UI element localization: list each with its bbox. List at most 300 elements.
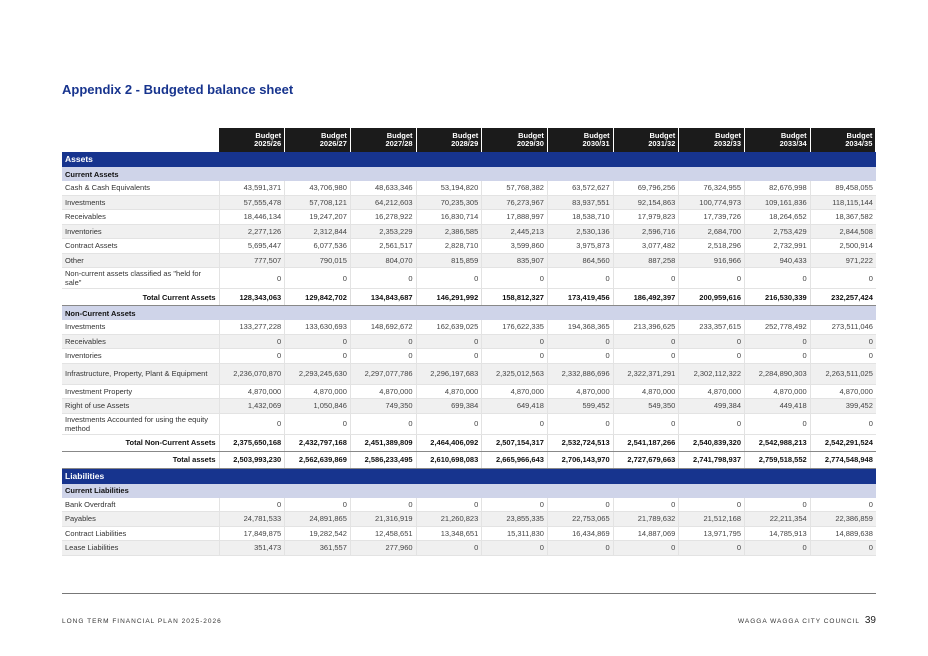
value-cell: 0 <box>219 334 285 349</box>
total-value-cell: 128,343,063 <box>219 289 285 306</box>
table-row <box>62 210 876 225</box>
value-cell: 790,015 <box>285 253 351 268</box>
column-header-year: 2027/28 <box>385 139 413 148</box>
row-label: Lease Liabilities <box>62 541 219 556</box>
value-cell: 0 <box>482 498 548 512</box>
value-cell: 2,518,296 <box>679 239 745 254</box>
total-label: Total Non-Current Assets <box>62 434 219 451</box>
value-cell: 0 <box>745 349 811 364</box>
value-cell: 15,311,830 <box>482 526 548 541</box>
value-cell: 0 <box>482 334 548 349</box>
value-cell: 4,870,000 <box>745 384 811 399</box>
row-label: Contract Assets <box>62 239 219 254</box>
value-cell: 2,296,197,683 <box>416 363 482 384</box>
value-cell: 118,115,144 <box>810 195 876 210</box>
value-cell: 2,353,229 <box>350 224 416 239</box>
value-cell: 0 <box>810 498 876 512</box>
row-label: Contract Liabilities <box>62 526 219 541</box>
value-cell: 2,844,508 <box>810 224 876 239</box>
value-cell: 24,891,865 <box>285 512 351 527</box>
section-header-row <box>62 152 876 167</box>
total-value-cell: 2,507,154,317 <box>482 434 548 451</box>
value-cell: 22,753,065 <box>547 512 613 527</box>
value-cell: 940,433 <box>745 253 811 268</box>
value-cell: 18,367,582 <box>810 210 876 225</box>
value-cell: 815,859 <box>416 253 482 268</box>
column-header <box>679 128 745 152</box>
column-header <box>810 128 876 152</box>
value-cell: 0 <box>810 541 876 556</box>
column-header <box>745 128 811 152</box>
table-row <box>62 512 876 527</box>
total-value-cell: 2,759,518,552 <box>745 451 811 468</box>
table-row <box>62 320 876 334</box>
column-header-year: 2033/34 <box>779 139 807 148</box>
value-cell: 2,684,700 <box>679 224 745 239</box>
value-cell: 162,639,025 <box>416 320 482 334</box>
column-header <box>613 128 679 152</box>
value-cell: 361,557 <box>285 541 351 556</box>
total-value-cell: 129,842,702 <box>285 289 351 306</box>
value-cell: 0 <box>613 334 679 349</box>
value-cell: 57,708,121 <box>285 195 351 210</box>
value-cell: 0 <box>285 334 351 349</box>
value-cell: 0 <box>810 334 876 349</box>
value-cell: 82,676,998 <box>745 181 811 195</box>
value-cell: 699,384 <box>416 399 482 414</box>
column-header-label: Budget <box>780 130 807 140</box>
value-cell: 0 <box>547 334 613 349</box>
column-header-year: 2025/26 <box>254 139 282 148</box>
page-title: Appendix 2 - Budgeted balance sheet <box>62 82 294 97</box>
value-cell: 23,855,335 <box>482 512 548 527</box>
value-cell: 21,316,919 <box>350 512 416 527</box>
value-cell: 57,555,478 <box>219 195 285 210</box>
value-cell: 4,870,000 <box>679 384 745 399</box>
value-cell: 0 <box>547 413 613 434</box>
value-cell: 2,596,716 <box>613 224 679 239</box>
row-label: Inventories <box>62 349 219 364</box>
table-row <box>62 253 876 268</box>
subsection-label: Current Assets <box>62 167 876 181</box>
value-cell: 0 <box>285 268 351 289</box>
column-header <box>547 128 613 152</box>
subsection-header-row <box>62 484 876 498</box>
section-label: Assets <box>62 152 876 167</box>
value-cell: 2,322,371,291 <box>613 363 679 384</box>
table-row <box>62 363 876 384</box>
row-label: Investments <box>62 320 219 334</box>
value-cell: 4,870,000 <box>547 384 613 399</box>
header-blank-cell <box>62 128 219 152</box>
value-cell: 0 <box>416 498 482 512</box>
value-cell: 864,560 <box>547 253 613 268</box>
value-cell: 0 <box>285 413 351 434</box>
value-cell: 0 <box>679 349 745 364</box>
value-cell: 777,507 <box>219 253 285 268</box>
row-label: Payables <box>62 512 219 527</box>
table-row <box>62 334 876 349</box>
value-cell: 5,695,447 <box>219 239 285 254</box>
value-cell: 133,277,228 <box>219 320 285 334</box>
value-cell: 0 <box>745 334 811 349</box>
value-cell: 213,396,625 <box>613 320 679 334</box>
total-row <box>62 289 876 306</box>
column-header-year: 2029/30 <box>516 139 544 148</box>
total-value-cell: 2,464,406,092 <box>416 434 482 451</box>
balance-sheet-table <box>62 128 876 556</box>
value-cell: 0 <box>547 541 613 556</box>
value-cell: 0 <box>416 541 482 556</box>
table-row <box>62 526 876 541</box>
column-header <box>350 128 416 152</box>
value-cell: 749,350 <box>350 399 416 414</box>
table-row <box>62 224 876 239</box>
total-label: Total assets <box>62 451 219 468</box>
column-header-label: Budget <box>583 130 610 140</box>
value-cell: 17,979,823 <box>613 210 679 225</box>
column-header-label: Budget <box>518 130 544 140</box>
column-header-year: 2028/29 <box>451 139 479 148</box>
value-cell: 22,211,354 <box>745 512 811 527</box>
value-cell: 277,960 <box>350 541 416 556</box>
column-header-label: Budget <box>846 130 873 140</box>
value-cell: 2,561,517 <box>350 239 416 254</box>
value-cell: 0 <box>350 268 416 289</box>
value-cell: 70,235,305 <box>416 195 482 210</box>
table-row <box>62 384 876 399</box>
table-row <box>62 239 876 254</box>
value-cell: 18,446,134 <box>219 210 285 225</box>
value-cell: 63,572,627 <box>547 181 613 195</box>
table-body <box>62 152 876 555</box>
value-cell: 1,432,069 <box>219 399 285 414</box>
value-cell: 2,284,890,303 <box>745 363 811 384</box>
table-row <box>62 195 876 210</box>
row-label: Infrastructure, Property, Plant & Equipment <box>62 363 219 384</box>
value-cell: 0 <box>679 413 745 434</box>
value-cell: 804,070 <box>350 253 416 268</box>
value-cell: 0 <box>679 541 745 556</box>
row-label: Cash & Cash Equivalents <box>62 181 219 195</box>
total-value-cell: 2,541,187,266 <box>613 434 679 451</box>
table-row <box>62 498 876 512</box>
footer-divider <box>62 593 876 594</box>
value-cell: 2,386,585 <box>416 224 482 239</box>
value-cell: 21,789,632 <box>613 512 679 527</box>
total-value-cell: 2,451,389,809 <box>350 434 416 451</box>
value-cell: 4,870,000 <box>219 384 285 399</box>
value-cell: 133,630,693 <box>285 320 351 334</box>
value-cell: 176,622,335 <box>482 320 548 334</box>
total-row <box>62 451 876 468</box>
value-cell: 76,273,967 <box>482 195 548 210</box>
value-cell: 2,753,429 <box>745 224 811 239</box>
column-header-label: Budget <box>452 130 479 140</box>
value-cell: 0 <box>679 334 745 349</box>
value-cell: 22,386,859 <box>810 512 876 527</box>
value-cell: 0 <box>547 268 613 289</box>
value-cell: 0 <box>679 268 745 289</box>
value-cell: 916,966 <box>679 253 745 268</box>
total-value-cell: 232,257,424 <box>810 289 876 306</box>
value-cell: 971,222 <box>810 253 876 268</box>
value-cell: 194,368,365 <box>547 320 613 334</box>
value-cell: 2,828,710 <box>416 239 482 254</box>
total-label: Total Current Assets <box>62 289 219 306</box>
row-label: Bank Overdraft <box>62 498 219 512</box>
section-header-row <box>62 468 876 484</box>
table-header-row <box>62 128 876 152</box>
column-header <box>482 128 548 152</box>
value-cell: 0 <box>416 413 482 434</box>
value-cell: 0 <box>613 349 679 364</box>
column-header <box>416 128 482 152</box>
column-header-year: 2032/33 <box>713 139 741 148</box>
total-value-cell: 2,503,993,230 <box>219 451 285 468</box>
value-cell: 0 <box>613 541 679 556</box>
value-cell: 0 <box>745 413 811 434</box>
total-value-cell: 2,586,233,495 <box>350 451 416 468</box>
value-cell: 13,971,795 <box>679 526 745 541</box>
value-cell: 0 <box>810 413 876 434</box>
value-cell: 0 <box>745 268 811 289</box>
section-label: Liabilities <box>62 468 876 484</box>
value-cell: 835,907 <box>482 253 548 268</box>
value-cell: 18,538,710 <box>547 210 613 225</box>
row-label: Receivables <box>62 334 219 349</box>
value-cell: 0 <box>219 349 285 364</box>
total-value-cell: 2,432,797,168 <box>285 434 351 451</box>
row-label: Investments <box>62 195 219 210</box>
footer-organization: WAGGA WAGGA CITY COUNCIL <box>738 618 860 625</box>
value-cell: 351,473 <box>219 541 285 556</box>
value-cell: 0 <box>416 349 482 364</box>
table-row <box>62 399 876 414</box>
value-cell: 92,154,863 <box>613 195 679 210</box>
value-cell: 21,512,168 <box>679 512 745 527</box>
value-cell: 14,785,913 <box>745 526 811 541</box>
value-cell: 0 <box>219 498 285 512</box>
row-label: Investment Property <box>62 384 219 399</box>
total-value-cell: 216,530,339 <box>745 289 811 306</box>
value-cell: 2,293,245,630 <box>285 363 351 384</box>
value-cell: 43,591,371 <box>219 181 285 195</box>
value-cell: 89,458,055 <box>810 181 876 195</box>
value-cell: 0 <box>219 413 285 434</box>
value-cell: 21,260,823 <box>416 512 482 527</box>
value-cell: 2,500,914 <box>810 239 876 254</box>
value-cell: 2,732,991 <box>745 239 811 254</box>
value-cell: 3,077,482 <box>613 239 679 254</box>
column-header-label: Budget <box>321 130 347 140</box>
total-value-cell: 2,542,988,213 <box>745 434 811 451</box>
value-cell: 24,781,533 <box>219 512 285 527</box>
value-cell: 4,870,000 <box>350 384 416 399</box>
value-cell: 19,282,542 <box>285 526 351 541</box>
column-header-year: 2026/27 <box>319 139 347 148</box>
column-header-year: 2034/35 <box>845 139 873 148</box>
value-cell: 0 <box>482 268 548 289</box>
value-cell: 887,258 <box>613 253 679 268</box>
value-cell: 0 <box>482 413 548 434</box>
value-cell: 0 <box>482 349 548 364</box>
value-cell: 0 <box>350 498 416 512</box>
value-cell: 273,511,046 <box>810 320 876 334</box>
total-value-cell: 173,419,456 <box>547 289 613 306</box>
value-cell: 0 <box>613 413 679 434</box>
total-row <box>62 434 876 451</box>
value-cell: 14,889,638 <box>810 526 876 541</box>
value-cell: 0 <box>613 498 679 512</box>
value-cell: 4,870,000 <box>482 384 548 399</box>
subsection-label: Non-Current Assets <box>62 306 876 321</box>
value-cell: 649,418 <box>482 399 548 414</box>
value-cell: 0 <box>745 498 811 512</box>
value-cell: 0 <box>679 498 745 512</box>
value-cell: 57,768,382 <box>482 181 548 195</box>
value-cell: 2,302,112,322 <box>679 363 745 384</box>
value-cell: 2,277,126 <box>219 224 285 239</box>
value-cell: 14,887,069 <box>613 526 679 541</box>
value-cell: 109,161,836 <box>745 195 811 210</box>
value-cell: 12,458,651 <box>350 526 416 541</box>
value-cell: 449,418 <box>745 399 811 414</box>
value-cell: 76,324,955 <box>679 181 745 195</box>
total-value-cell: 2,375,650,168 <box>219 434 285 451</box>
value-cell: 0 <box>416 268 482 289</box>
total-value-cell: 2,741,798,937 <box>679 451 745 468</box>
total-value-cell: 2,542,291,524 <box>810 434 876 451</box>
column-header-year: 2031/32 <box>648 139 676 148</box>
value-cell: 3,975,873 <box>547 239 613 254</box>
page-number: 39 <box>864 615 876 626</box>
value-cell: 2,445,213 <box>482 224 548 239</box>
value-cell: 2,530,136 <box>547 224 613 239</box>
value-cell: 0 <box>350 334 416 349</box>
value-cell: 18,264,652 <box>745 210 811 225</box>
value-cell: 0 <box>285 349 351 364</box>
total-value-cell: 186,492,397 <box>613 289 679 306</box>
column-header-label: Budget <box>715 130 741 140</box>
column-header-label: Budget <box>386 130 413 140</box>
value-cell: 100,774,973 <box>679 195 745 210</box>
value-cell: 43,706,980 <box>285 181 351 195</box>
column-header-label: Budget <box>649 130 676 140</box>
value-cell: 83,937,551 <box>547 195 613 210</box>
total-value-cell: 146,291,992 <box>416 289 482 306</box>
value-cell: 148,692,672 <box>350 320 416 334</box>
value-cell: 3,599,860 <box>482 239 548 254</box>
value-cell: 0 <box>285 498 351 512</box>
value-cell: 4,870,000 <box>810 384 876 399</box>
row-label: Investments Accounted for using the equity method <box>62 413 219 434</box>
value-cell: 0 <box>613 268 679 289</box>
column-header <box>219 128 285 152</box>
column-header <box>285 128 351 152</box>
value-cell: 0 <box>810 349 876 364</box>
value-cell: 233,357,615 <box>679 320 745 334</box>
value-cell: 0 <box>482 541 548 556</box>
row-label: Right of use Assets <box>62 399 219 414</box>
value-cell: 599,452 <box>547 399 613 414</box>
value-cell: 1,050,846 <box>285 399 351 414</box>
value-cell: 2,263,511,025 <box>810 363 876 384</box>
total-value-cell: 2,706,143,970 <box>547 451 613 468</box>
value-cell: 48,633,346 <box>350 181 416 195</box>
table-row <box>62 541 876 556</box>
value-cell: 13,348,651 <box>416 526 482 541</box>
value-cell: 2,332,886,696 <box>547 363 613 384</box>
value-cell: 549,350 <box>613 399 679 414</box>
value-cell: 0 <box>810 268 876 289</box>
total-value-cell: 2,727,679,663 <box>613 451 679 468</box>
value-cell: 2,325,012,563 <box>482 363 548 384</box>
subsection-header-row <box>62 306 876 321</box>
value-cell: 0 <box>416 334 482 349</box>
value-cell: 4,870,000 <box>613 384 679 399</box>
total-value-cell: 200,959,616 <box>679 289 745 306</box>
value-cell: 19,247,207 <box>285 210 351 225</box>
value-cell: 399,452 <box>810 399 876 414</box>
table-row <box>62 349 876 364</box>
total-value-cell: 2,540,839,320 <box>679 434 745 451</box>
value-cell: 6,077,536 <box>285 239 351 254</box>
table-row <box>62 181 876 195</box>
value-cell: 4,870,000 <box>416 384 482 399</box>
value-cell: 2,312,844 <box>285 224 351 239</box>
value-cell: 499,384 <box>679 399 745 414</box>
value-cell: 252,778,492 <box>745 320 811 334</box>
table-row <box>62 268 876 289</box>
value-cell: 69,796,256 <box>613 181 679 195</box>
table-row <box>62 413 876 434</box>
subsection-header-row <box>62 167 876 181</box>
row-label: Other <box>62 253 219 268</box>
row-label: Inventories <box>62 224 219 239</box>
value-cell: 17,739,726 <box>679 210 745 225</box>
total-value-cell: 2,562,639,869 <box>285 451 351 468</box>
value-cell: 53,194,820 <box>416 181 482 195</box>
value-cell: 0 <box>745 541 811 556</box>
value-cell: 16,830,714 <box>416 210 482 225</box>
subsection-label: Current Liabilities <box>62 484 876 498</box>
value-cell: 17,849,875 <box>219 526 285 541</box>
column-header-year: 2030/31 <box>582 139 610 148</box>
value-cell: 0 <box>350 413 416 434</box>
value-cell: 16,434,869 <box>547 526 613 541</box>
total-value-cell: 2,665,966,643 <box>482 451 548 468</box>
value-cell: 0 <box>547 498 613 512</box>
value-cell: 17,888,997 <box>482 210 548 225</box>
row-label: Non-current assets classified as "held for sale" <box>62 268 219 289</box>
total-value-cell: 2,774,548,948 <box>810 451 876 468</box>
footer-document-title: LONG TERM FINANCIAL PLAN 2025-2026 <box>62 618 222 625</box>
value-cell: 0 <box>350 349 416 364</box>
value-cell: 2,236,070,870 <box>219 363 285 384</box>
total-value-cell: 2,532,724,513 <box>547 434 613 451</box>
total-value-cell: 134,843,687 <box>350 289 416 306</box>
value-cell: 0 <box>219 268 285 289</box>
value-cell: 64,212,603 <box>350 195 416 210</box>
value-cell: 16,278,922 <box>350 210 416 225</box>
row-label: Receivables <box>62 210 219 225</box>
total-value-cell: 158,812,327 <box>482 289 548 306</box>
value-cell: 2,297,077,786 <box>350 363 416 384</box>
column-header-label: Budget <box>255 130 282 140</box>
value-cell: 0 <box>547 349 613 364</box>
value-cell: 4,870,000 <box>285 384 351 399</box>
